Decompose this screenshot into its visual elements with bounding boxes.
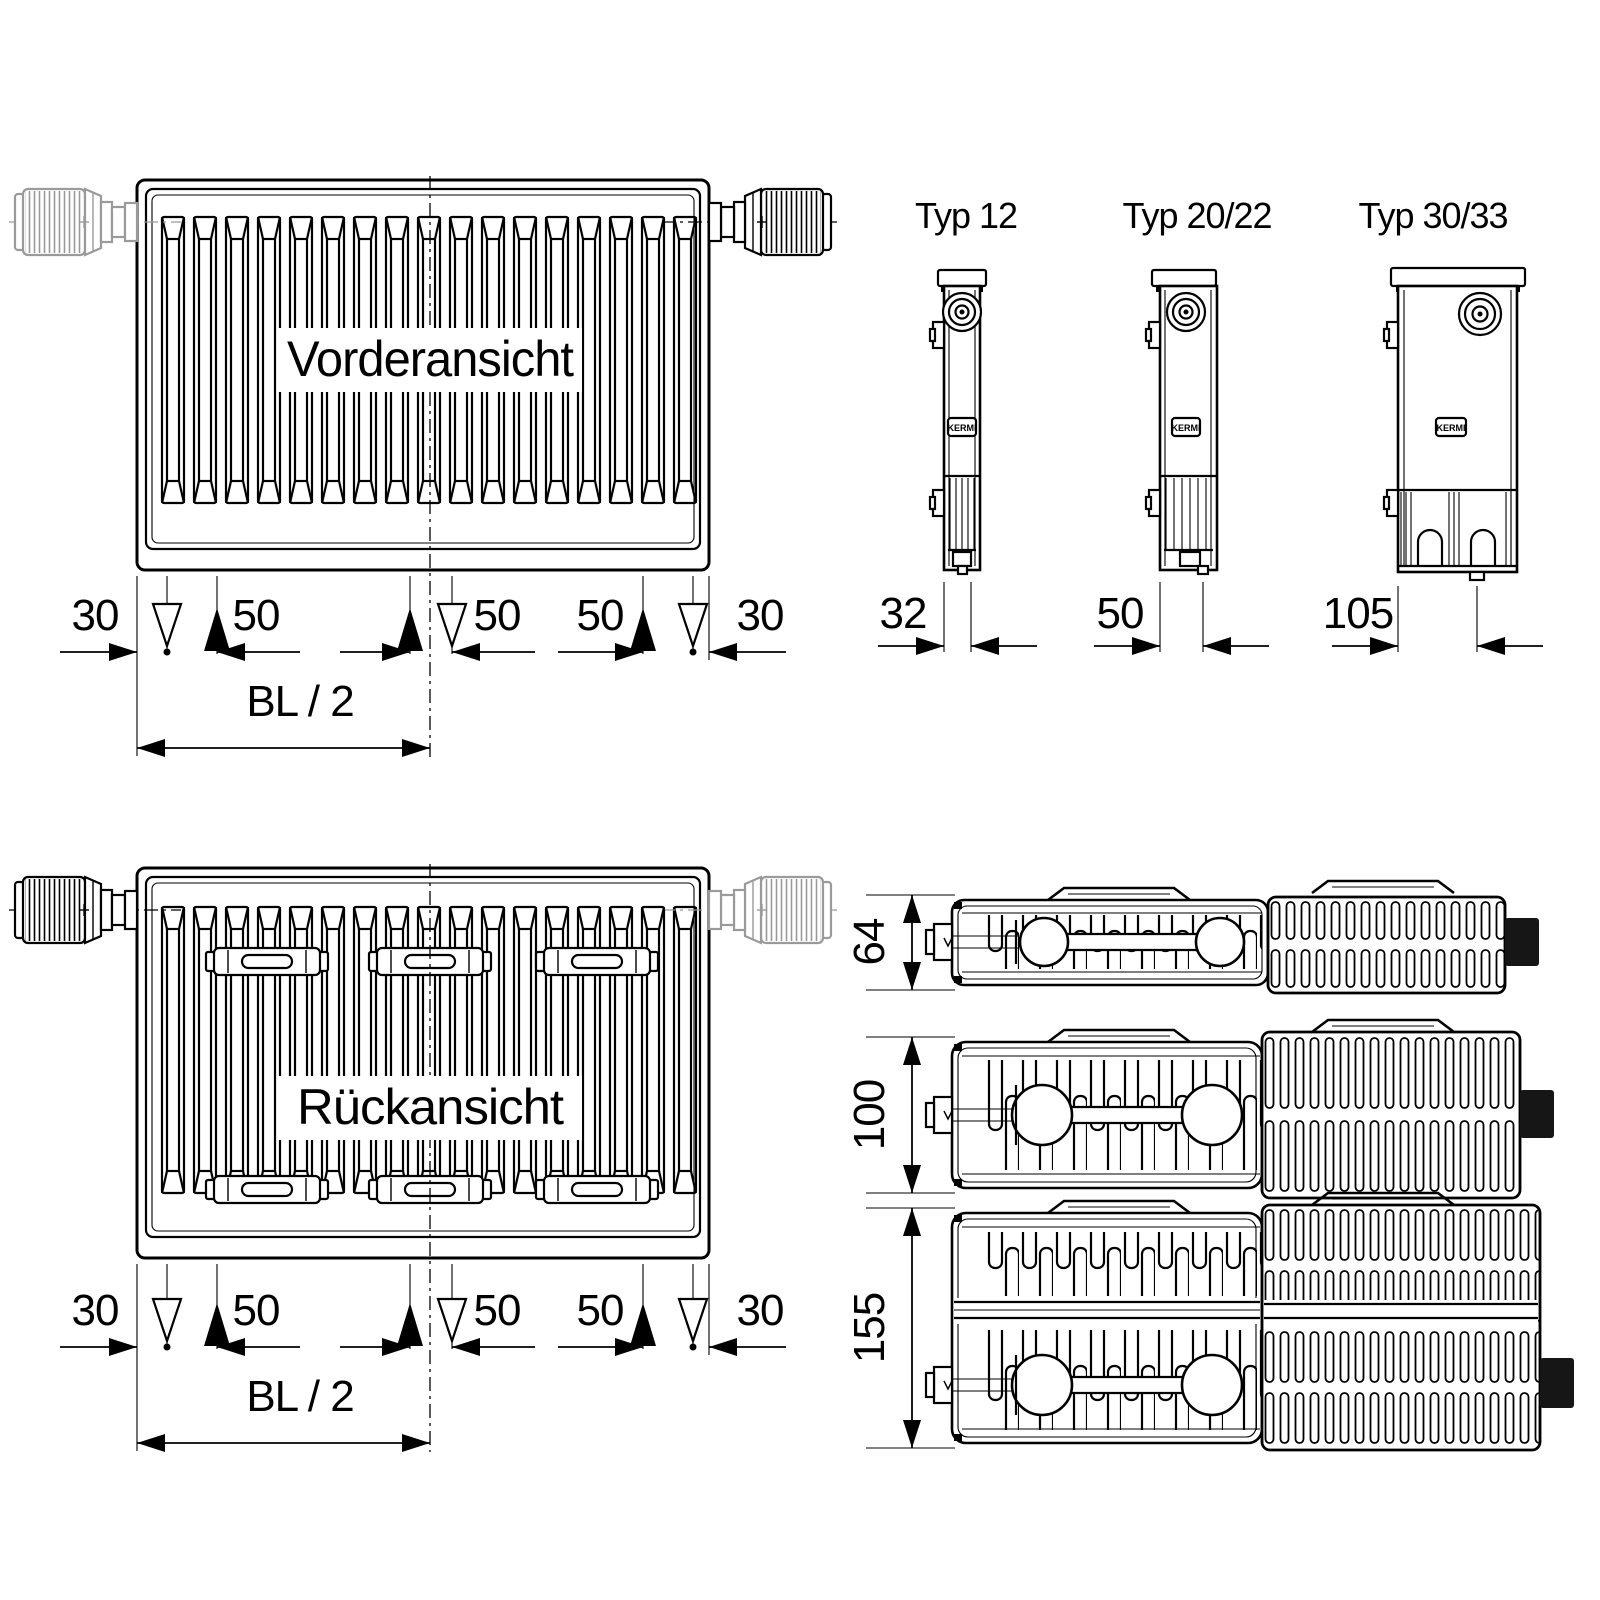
- svg-text:KERMI: KERMI: [1436, 423, 1466, 433]
- cross-section-155: [845, 1193, 1574, 1450]
- rear-dimensions: [60, 1264, 786, 1452]
- depth-100-label: 100: [845, 1079, 894, 1151]
- cross-sections: [845, 881, 1574, 1450]
- connection-marker: [397, 608, 423, 651]
- return-connection-block: [1505, 918, 1539, 966]
- rear-view: [9, 864, 837, 1452]
- connection-marker: [397, 1303, 423, 1346]
- side-view-typ30-33: [1323, 268, 1543, 655]
- cross-section-100: [845, 1020, 1554, 1198]
- grille-clip: [1048, 1201, 1190, 1213]
- return-connection-block: [1540, 1358, 1574, 1408]
- dim-30-right: 30: [736, 591, 784, 640]
- pipe-connection: [1198, 566, 1208, 574]
- grille: [1268, 897, 1505, 993]
- front-view: [9, 176, 837, 758]
- brand-logo: [1172, 418, 1201, 436]
- rear-view-label: Rückansicht: [297, 1079, 565, 1135]
- wall-bracket: [206, 948, 328, 975]
- rear-radiator-body: [137, 864, 709, 1452]
- wall-bracket: [536, 1176, 658, 1203]
- bracket-marker: [438, 604, 466, 646]
- valve-fitting: [926, 1367, 952, 1403]
- convector-fins-upper: [985, 1232, 1262, 1296]
- brand-logo: [1436, 418, 1466, 436]
- depth-64-label: 64: [845, 918, 894, 966]
- grille-clip: [1312, 881, 1454, 893]
- bracket-marker: [438, 1299, 466, 1341]
- cross-section-64: [845, 881, 1539, 993]
- brand-logo: [948, 418, 977, 436]
- dim-30-left: 30: [71, 1286, 119, 1335]
- grille: [1262, 1032, 1520, 1198]
- svg-text:KERMI: KERMI: [1171, 423, 1201, 433]
- typ20-22-dimension: [1094, 582, 1269, 655]
- connection-marker: [630, 1303, 656, 1346]
- typ20-22-depth: 50: [1096, 589, 1144, 638]
- dim-50-b: 50: [473, 591, 521, 640]
- air-vent-valve: [943, 293, 981, 331]
- typ12-depth: 32: [879, 589, 927, 638]
- bracket-marker: [679, 1299, 707, 1341]
- grille: [1262, 1205, 1540, 1450]
- connection-marker: [204, 1303, 230, 1346]
- grille-clip: [1048, 888, 1190, 900]
- dim-50-b: 50: [473, 1286, 521, 1335]
- valve-knurl: [25, 191, 83, 253]
- bracket-marker: [153, 1299, 181, 1341]
- connection-marker: [204, 608, 230, 651]
- grille-clip: [1048, 1030, 1190, 1042]
- valve-fitting: [926, 1097, 952, 1133]
- side-views: [878, 195, 1543, 655]
- grille-clip: [1312, 1020, 1454, 1032]
- typ30-33-dimension: [1323, 586, 1543, 655]
- half-length-label: BL / 2: [246, 1372, 354, 1421]
- valve-knurl: [763, 191, 821, 253]
- front-dimensions: [60, 576, 786, 757]
- air-vent-valve: [1459, 293, 1501, 335]
- pipe-connection: [958, 566, 967, 574]
- return-connection-block: [1520, 1090, 1554, 1138]
- bracket-marker: [679, 604, 707, 646]
- connection-marker: [630, 608, 656, 651]
- dim-50-c: 50: [576, 1286, 624, 1335]
- side-view-typ12: [878, 270, 1037, 655]
- front-view-label: Vorderansicht: [287, 331, 575, 387]
- valve-fitting: [926, 924, 952, 960]
- half-length-label: BL / 2: [246, 677, 354, 726]
- panel-divider: [954, 1298, 1260, 1324]
- type-20-22-label: Typ 20/22: [1122, 195, 1272, 236]
- air-vent-valve: [1167, 293, 1205, 331]
- depth-155-label: 155: [845, 1292, 894, 1364]
- dim-50-a: 50: [232, 591, 280, 640]
- side-view-typ20-22: [1094, 270, 1269, 655]
- pipe-connection: [1470, 572, 1484, 580]
- valve-knurl: [763, 879, 821, 941]
- typ30-33-depth: 105: [1322, 589, 1394, 638]
- wall-bracket: [536, 948, 658, 975]
- front-radiator-body: [137, 176, 709, 758]
- dim-50-a: 50: [232, 1286, 280, 1335]
- typ12-dimension: [878, 582, 1037, 655]
- svg-text:KERMI: KERMI: [947, 423, 977, 433]
- dim-30-left: 30: [71, 591, 119, 640]
- type-30-33-label: Typ 30/33: [1358, 195, 1508, 236]
- dim-50-c: 50: [576, 591, 624, 640]
- dim-30-right: 30: [736, 1286, 784, 1335]
- bracket-marker: [153, 604, 181, 646]
- wall-bracket: [206, 1176, 328, 1203]
- type-12-label: Typ 12: [914, 195, 1018, 236]
- valve-knurl: [25, 879, 83, 941]
